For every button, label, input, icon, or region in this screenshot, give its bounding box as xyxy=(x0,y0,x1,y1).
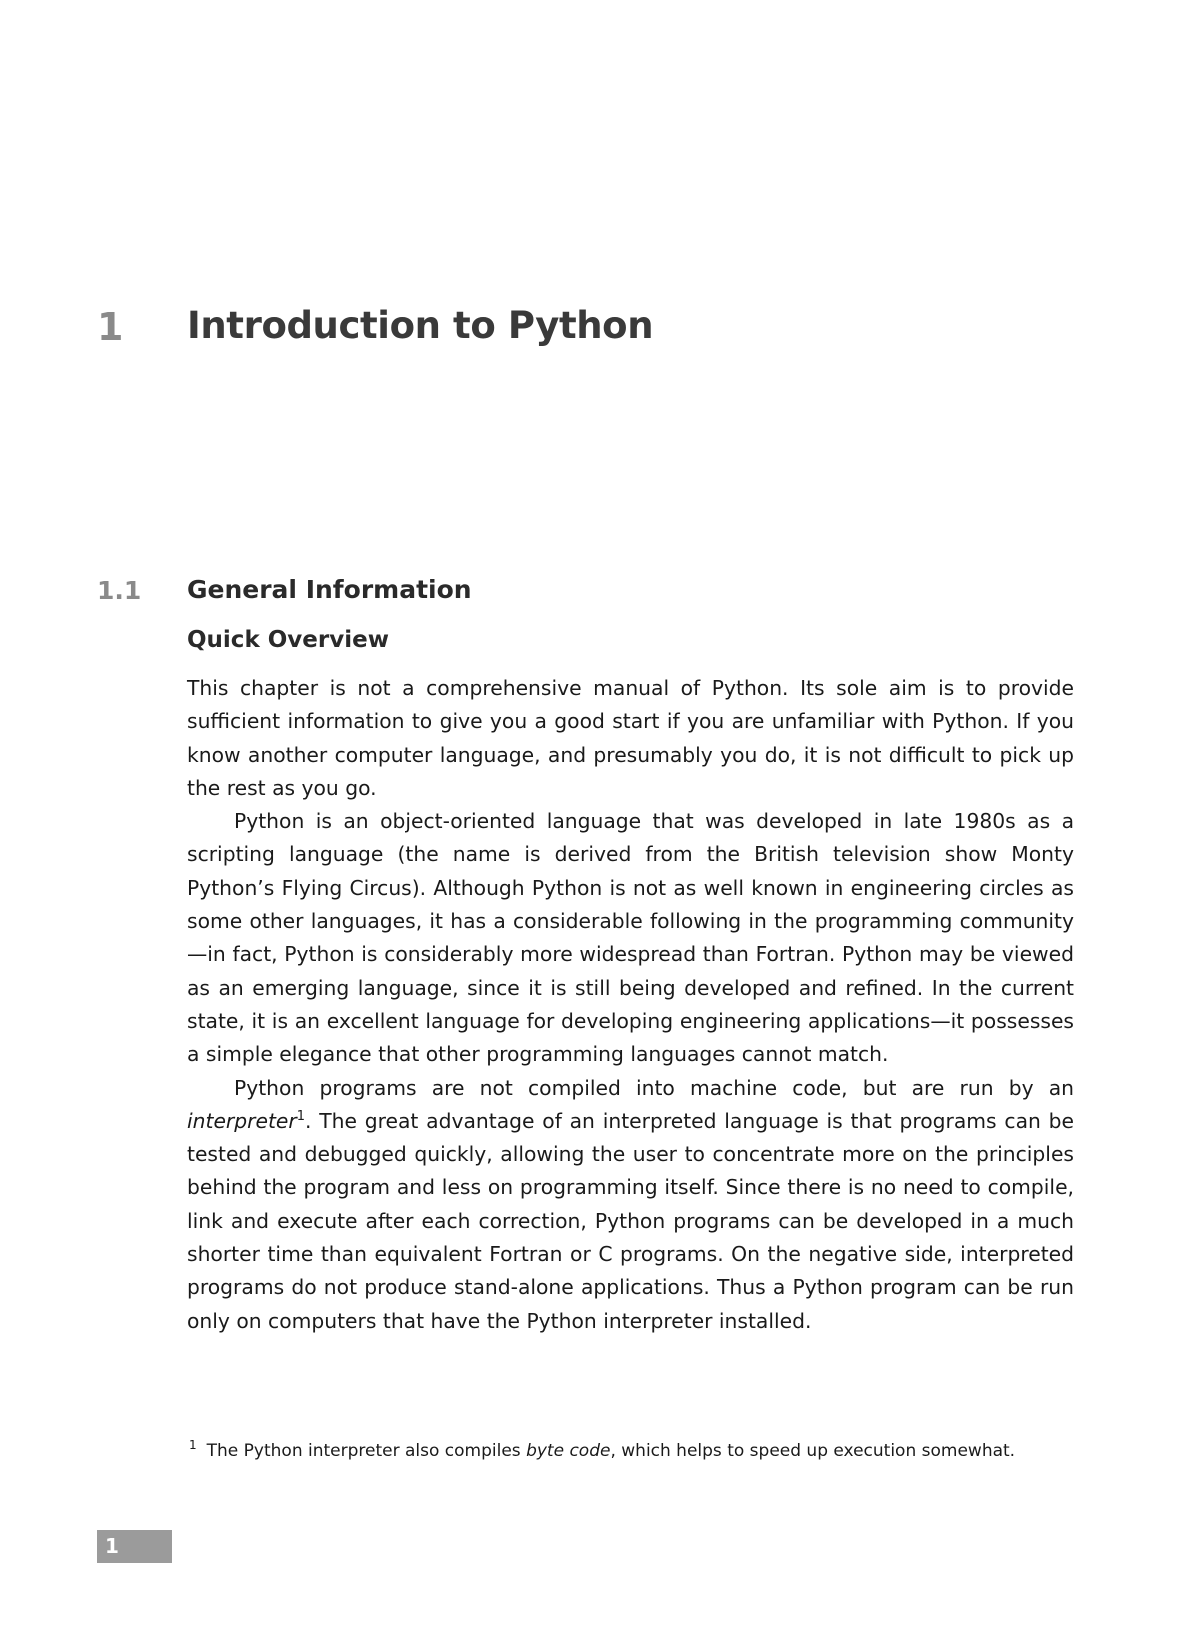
footnote-text-end: , which helps to speed up execution somewhat. xyxy=(610,1441,1016,1461)
footnote-mark: 1 xyxy=(189,1438,197,1453)
paragraph-3 xyxy=(187,1072,1074,1338)
section-number: 1.1 xyxy=(97,576,142,605)
footnote-reference[interactable]: 1 xyxy=(296,1109,305,1125)
chapter-title: Introduction to Python xyxy=(187,304,654,347)
byte-code-term: byte code xyxy=(526,1441,611,1461)
paragraph-3-end: . The great advantage of an interpreted language is that programs can be tested and debugged quickly, allowing the user to concentrate more on the principles behind the program and less on programming itself. Since there is no need to compile, link and execute after each correction, Python programs can be developed in a much shorter time than equivalent Fortran or C programs. On the negative side, interpreted programs do not produce stand-alone applications. Thus a Python program can be run only on computers that have the Python interpreter installed. xyxy=(187,1108,1074,1333)
section-title: General Information xyxy=(187,575,472,604)
footnote xyxy=(189,1440,1089,1462)
body-text xyxy=(187,672,1074,1338)
subsection-title: Quick Overview xyxy=(187,627,389,653)
page-number-box xyxy=(97,1530,172,1563)
paragraph-1: This chapter is not a comprehensive manual of Python. Its sole aim is to provide sufficient information to give you a good start if you are unfamiliar with Python. If you know another computer language, and presumably you do, it is not difficult to pick up the rest as you go. xyxy=(187,676,1074,800)
paragraph-2: Python is an object-oriented language that was developed in late 1980s as a scripting language (the name is derived from the British television show Monty Python’s Flying Circus). Although Python is not as well known in engineering circles as some other languages, it has a considerable following in the programming community—in fact, Python is considerably more widespread than Fortran. Python may be viewed as an emerging language, since it is still being developed and refined. In the current state, it is an excellent language for developing engineering applications—it possesses a simple elegance that other programming languages cannot match. xyxy=(187,809,1074,1067)
interpreter-term: interpreter xyxy=(187,1108,297,1133)
paragraph-3-start: Python programs are not compiled into machine code, but are run by an xyxy=(234,1075,1074,1100)
chapter-number: 1 xyxy=(97,305,124,349)
footnote-text-start: The Python interpreter also compiles xyxy=(206,1441,527,1461)
page-number: 1 xyxy=(105,1534,119,1558)
